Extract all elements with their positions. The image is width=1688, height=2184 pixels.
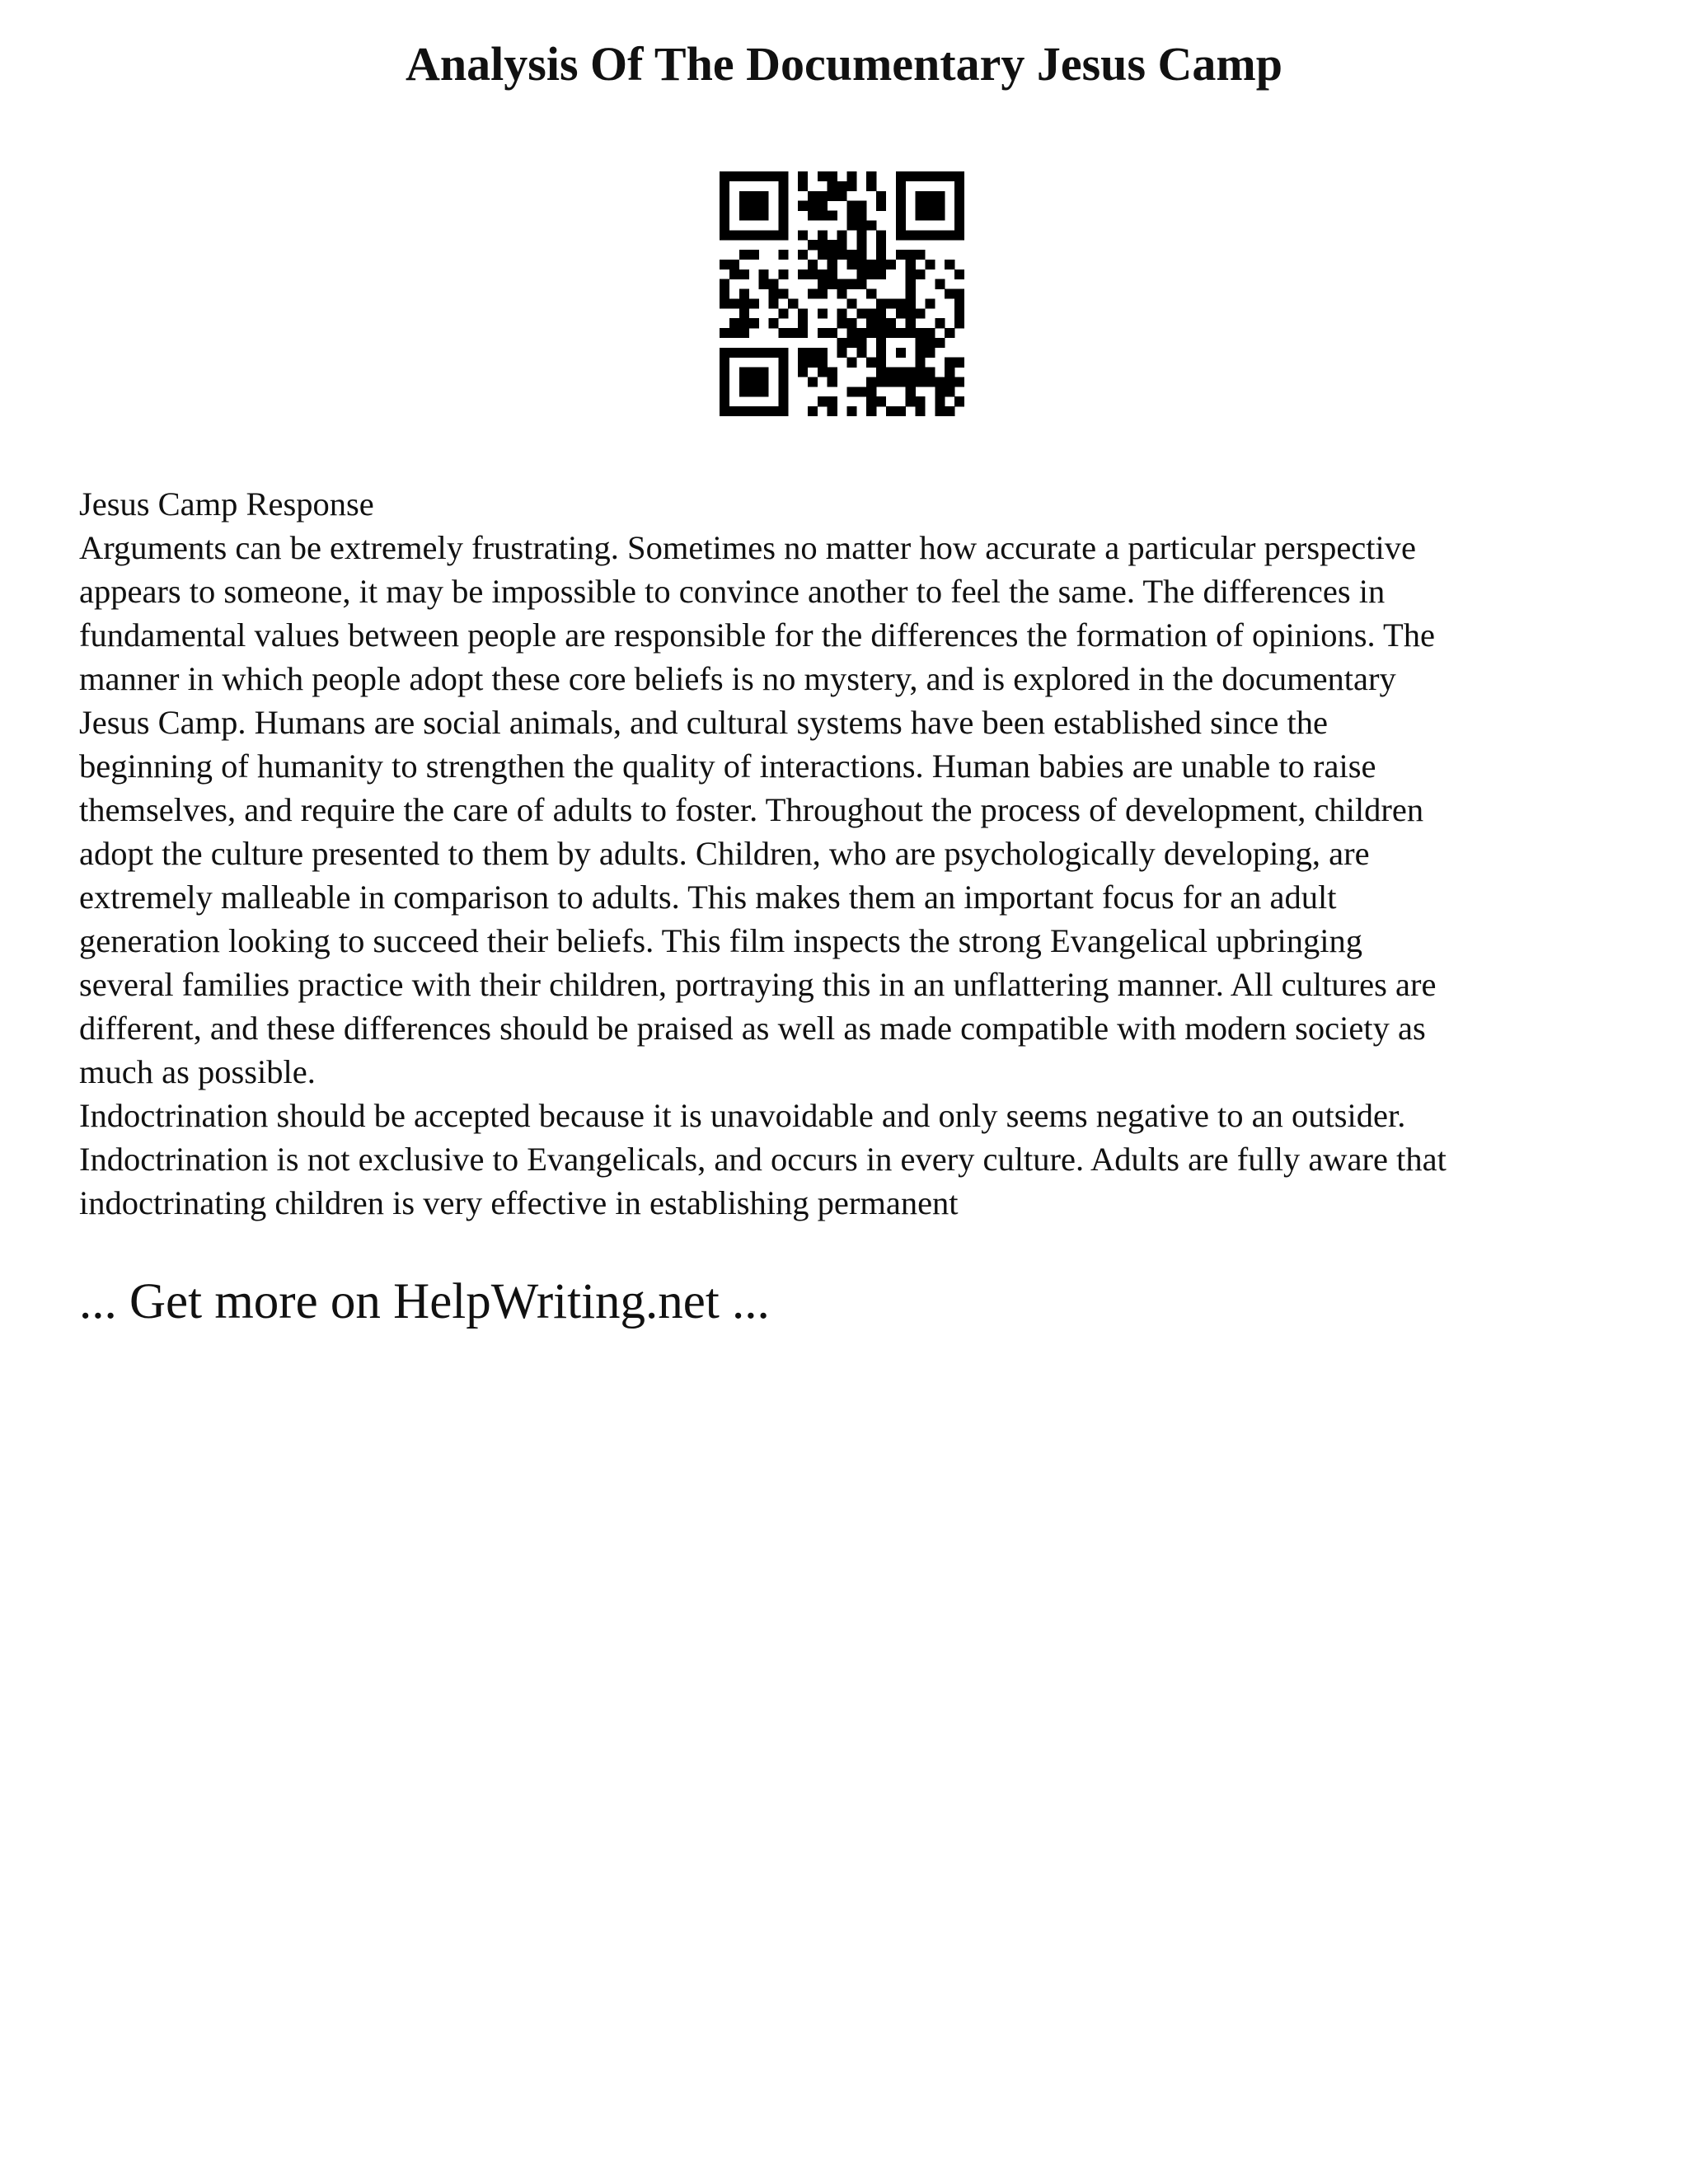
document-title: Analysis Of The Documentary Jesus Camp <box>406 37 1282 91</box>
paragraph-2 <box>79 1094 1629 1225</box>
paragraph-1-line: appears to someone, it may be impossible to convince another to feel the same. The differences in <box>79 573 1386 610</box>
paragraph-1-line: beginning of humanity to strengthen the quality of interactions. Human babies are unable to raise <box>79 748 1376 785</box>
paragraph-2-line: indoctrinating children is very effective in establishing permanent <box>79 1184 959 1221</box>
paragraph-1-line: Jesus Camp. Humans are social animals, and cultural systems have been established since the <box>79 704 1328 741</box>
paragraph-1-line: themselves, and require the care of adults to foster. Throughout the process of development, children <box>79 791 1424 828</box>
paragraph-1-line: generation looking to succeed their beliefs. This film inspects the strong Evangelical upbringing <box>79 922 1362 959</box>
qr-code-icon <box>720 171 964 416</box>
paragraph-2-line: Indoctrination should be accepted because it is unavoidable and only seems negative to an outsider. <box>79 1097 1406 1134</box>
paragraph-1-line: manner in which people adopt these core beliefs is no mystery, and is explored in the documentary <box>79 660 1396 697</box>
subheading: Jesus Camp Response <box>79 485 374 523</box>
paragraph-1-line: fundamental values between people are responsible for the differences the formation of opinions. The <box>79 616 1435 654</box>
paragraph-1 <box>79 526 1629 1094</box>
paragraph-1-line: extremely malleable in comparison to adults. This makes them an important focus for an adult <box>79 879 1337 916</box>
paragraph-1-line: different, and these differences should be praised as well as made compatible with modern society as <box>79 1010 1426 1047</box>
paragraph-1-line: adopt the culture presented to them by adults. Children, who are psychologically developing, are <box>79 835 1370 872</box>
paragraph-2-line: Indoctrination is not exclusive to Evangelicals, and occurs in every culture. Adults are fully aware that <box>79 1141 1447 1178</box>
paragraph-1-line: much as possible. <box>79 1053 316 1090</box>
document-body <box>79 482 1629 1225</box>
paragraph-1-line: several families practice with their children, portraying this in an unflattering manner. All cultures are <box>79 966 1437 1003</box>
get-more-link[interactable]: ... Get more on HelpWriting.net ... <box>79 1274 770 1329</box>
paragraph-1-line: Arguments can be extremely frustrating. Sometimes no matter how accurate a particular perspective <box>79 529 1417 566</box>
